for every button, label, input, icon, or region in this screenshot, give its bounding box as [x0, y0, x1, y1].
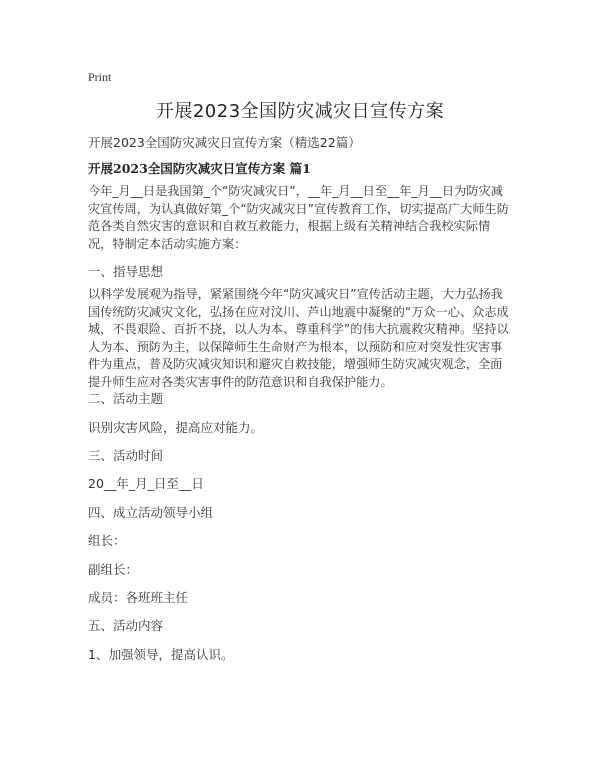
- page-title: 开展2023全国防灾减灾日宣传方案: [155, 101, 445, 122]
- heading-activity-content: 五、活动内容: [88, 618, 164, 633]
- guiding-paragraph: 以科学发展观为指导，紧紧围绕今年“防灾减灾日”宣传活动主题，大力弘扬我国传统防灾减灾文化，弘扬在应对汶川、芦山地震中凝聚的“万众一心、众志成城，不畏艰险、百折不挠，以人为本、尊重科学”的伟大抗震救灾精神。坚持以人为本、预防为主，以保障师生生命财产为根本，以预防和应对突发性灾害事件为重点，普及防灾减灾知识和避灾自救技能，增强师生防灾减灾观念，全面提升师生应对各类灾害事件的防范意识和自我保护能力。: [88, 287, 509, 389]
- activity-time-text: 20__年_月_日至__日: [88, 476, 204, 491]
- heading-activity-time: 三、活动时间: [88, 448, 164, 463]
- intro-paragraph: 今年_月__日是我国第_个“防灾减灾日”，__年_月__日至__年_月__日为防灾减灾宣传周，为认真做好第_个“防灾减灾日”宣传教育工作，切实提高广大师生防范各类自然灾害的意识和自救互救能力，根据上级有关精神结合我校实际情况，特制定本活动实施方案：: [88, 184, 509, 251]
- heading-leadership-group: 四、成立活动领导小组: [88, 505, 214, 520]
- members-text: 成员：各班班主任: [88, 590, 189, 605]
- activity-theme-text: 识别灾害风险，提高应对能力。: [88, 420, 264, 435]
- heading-guiding-ideology: 一、指导思想: [88, 264, 164, 279]
- document-subtitle: 开展2023全国防灾减灾日宣传方案（精选22篇）: [88, 135, 361, 150]
- deputy-leader-label: 副组长：: [88, 562, 139, 577]
- leader-label: 组长：: [88, 533, 126, 548]
- print-link[interactable]: Print: [88, 70, 112, 84]
- content-item-1: 1、加强领导，提高认识。: [88, 647, 234, 662]
- heading-activity-theme: 二、活动主题: [88, 391, 164, 406]
- section-heading: 开展2023全国防灾减灾日宣传方案 篇1: [88, 161, 311, 176]
